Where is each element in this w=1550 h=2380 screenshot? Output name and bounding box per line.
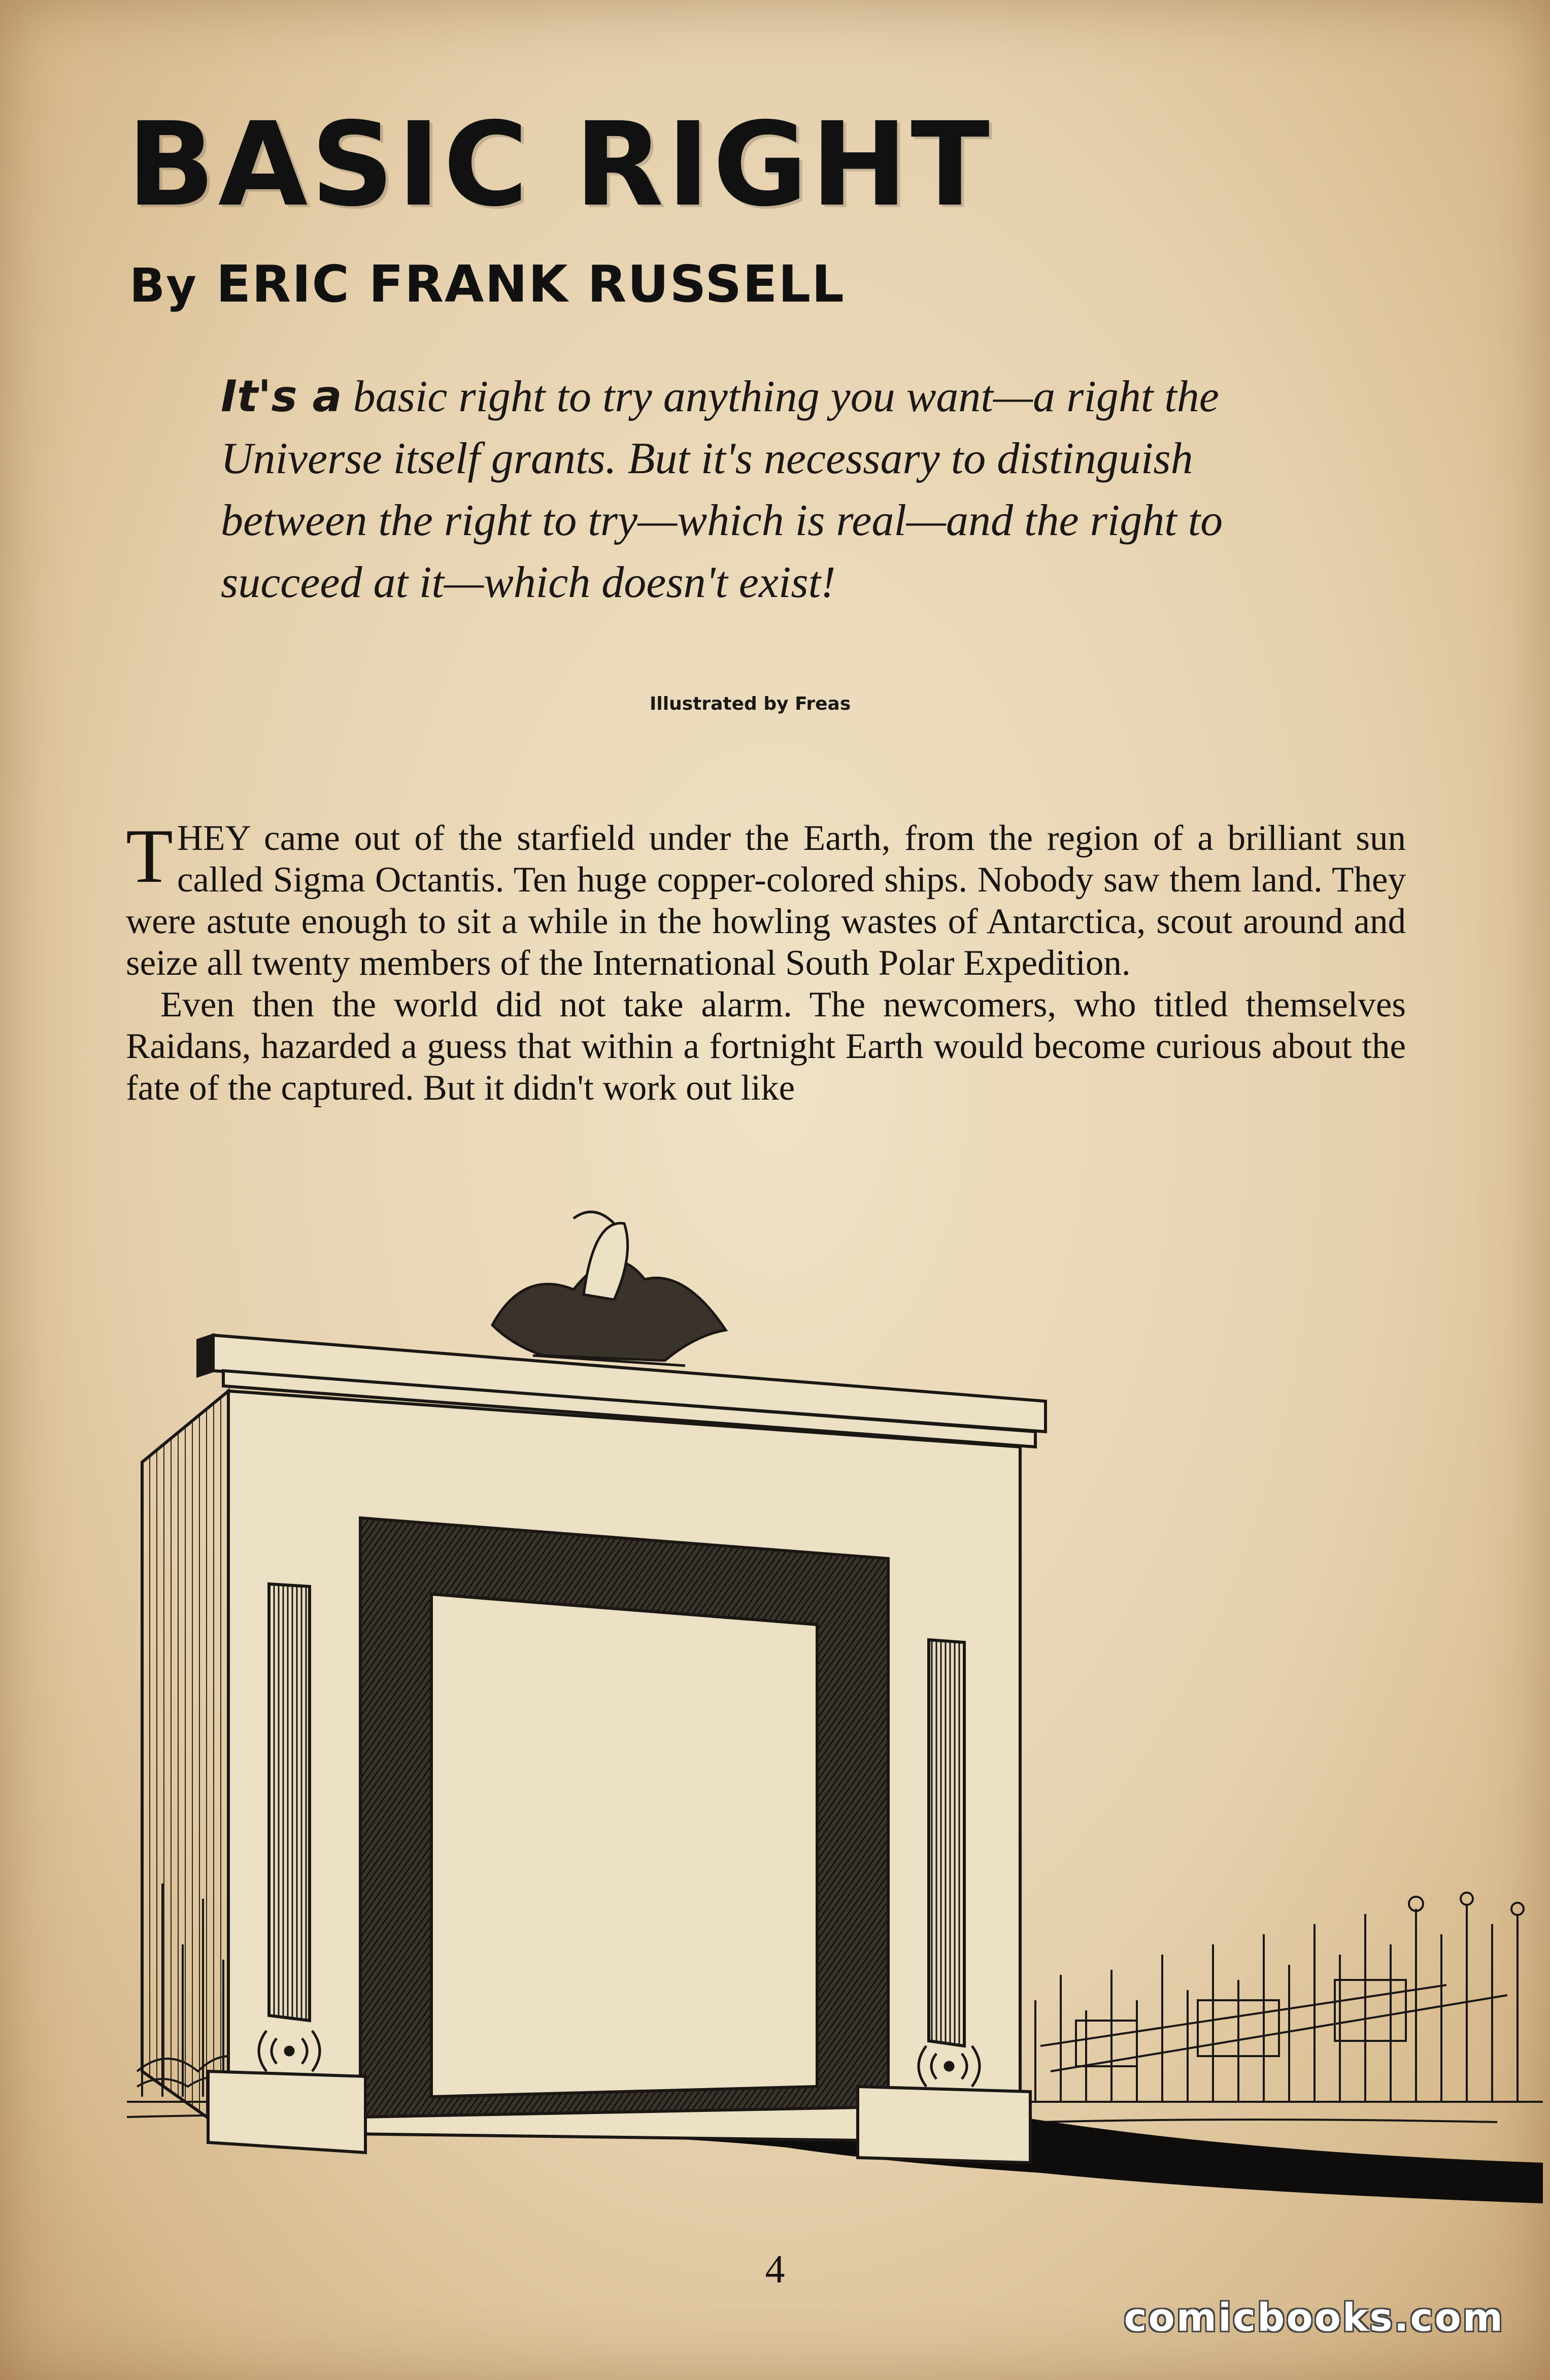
skyline-right — [1035, 1893, 1524, 2102]
paragraph-1 — [126, 813, 1406, 984]
eagle-statue — [492, 1212, 726, 1366]
story-blurb — [221, 366, 1327, 614]
blurb-text: basic right to try anything you want—a right the Universe itself grants. But it's necessary to distinguish between the right to try—which is real—and the right to succeed at it—which doesn't exist! — [221, 372, 1223, 607]
illustration-credit: Illustrated by Freas — [650, 693, 851, 714]
gateway-arch — [142, 1335, 1046, 2163]
byline — [129, 254, 845, 314]
byline-prefix: By — [129, 258, 198, 313]
story-title: BASIC RIGHT — [127, 97, 993, 232]
gateway-illustration — [127, 1208, 1543, 2203]
paragraph-1-text: HEY came out of the starfield under the Earth, from the region of a brilliant sun called Sigma Octantis. Ten huge copper-colored ships. Nobody saw them land. They were astute enough to sit a while in the howling wastes of Antarctica, scout around and seize all twenty members of the International South Polar Expedition. — [126, 818, 1406, 983]
page-number: 4 — [765, 2247, 785, 2291]
drop-cap: T — [126, 813, 173, 899]
blurb-lead: It's a — [221, 371, 342, 422]
paragraph-2: Even then the world did not take alarm. The newcomers, who titled themselves Raidans, hazarded a guess that within a fortnight Earth would become curious about the fate of the captured. But it didn't work out like — [126, 985, 1406, 1108]
site-watermark: comicbooks.com — [1124, 2295, 1504, 2340]
story-body — [126, 813, 1406, 1109]
author-name: ERIC FRANK RUSSELL — [216, 254, 845, 314]
